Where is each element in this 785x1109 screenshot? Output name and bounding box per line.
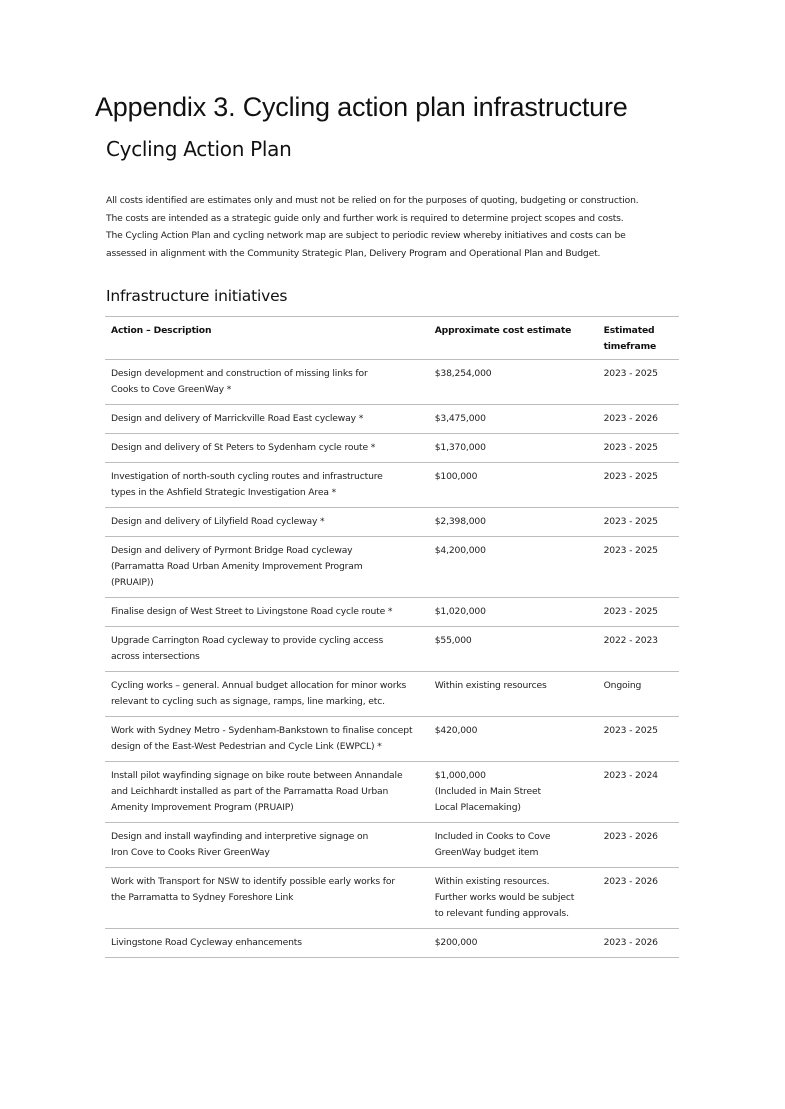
timeframe-cell: 2023 - 2025	[598, 508, 679, 537]
table-header-row	[105, 317, 679, 360]
action-cell-line: relevant to cycling such as signage, ramps, line marking, etc.	[111, 696, 385, 707]
action-cell-line: Design and delivery of Marrickville Road East cycleway *	[111, 413, 364, 424]
timeframe-cell: 2023 - 2026	[598, 929, 679, 958]
table-row	[105, 463, 679, 508]
table-row	[105, 627, 679, 672]
timeframe-cell: 2023 - 2025	[598, 463, 679, 508]
cost-cell-line: GreenWay budget item	[434, 847, 539, 858]
intro-line: All costs identified are estimates only and must not be relied on for the purposes of quoting, budgeting or construction.	[106, 195, 639, 206]
header-timeframe	[598, 317, 679, 360]
action-cell	[105, 463, 429, 508]
action-cell-line: Work with Transport for NSW to identify possible early works for	[111, 876, 395, 887]
cost-cell	[429, 672, 598, 717]
cost-cell-line: $1,000,000	[434, 770, 486, 781]
cost-cell	[429, 929, 598, 958]
action-cell-line: (Parramatta Road Urban Amenity Improvement Program	[111, 561, 363, 572]
cost-cell	[429, 868, 598, 929]
cost-cell	[429, 598, 598, 627]
timeframe-cell: Ongoing	[598, 672, 679, 717]
cost-cell	[429, 627, 598, 672]
table-row	[105, 537, 679, 598]
header-cost: Approximate cost estimate	[429, 317, 598, 360]
action-cell-line: Work with Sydney Metro - Sydenham-Bankstown to finalise concept	[111, 725, 413, 736]
action-cell-line: and Leichhardt installed as part of the Parramatta Road Urban	[111, 786, 389, 797]
table-row	[105, 434, 679, 463]
action-cell-line: Cooks to Cove GreenWay *	[111, 384, 232, 395]
table-body	[105, 360, 679, 958]
action-cell	[105, 508, 429, 537]
action-cell-line: Upgrade Carrington Road cycleway to provide cycling access	[111, 635, 384, 646]
cost-cell-line: Included in Cooks to Cove	[434, 831, 551, 842]
cost-cell	[429, 360, 598, 405]
table-row	[105, 762, 679, 823]
cost-cell	[429, 434, 598, 463]
cost-cell-line: $2,398,000	[434, 516, 486, 527]
action-cell	[105, 868, 429, 929]
table-row	[105, 598, 679, 627]
cost-cell-line: Within existing resources	[434, 680, 547, 691]
appendix-title: Appendix 3. Cycling action plan infrastructure	[95, 92, 628, 122]
action-cell-line: (PRUAIP))	[111, 577, 154, 588]
intro-disclaimer	[106, 192, 686, 262]
action-cell	[105, 434, 429, 463]
action-cell-line: Design and delivery of Lilyfield Road cycleway *	[111, 516, 325, 527]
action-cell-line: types in the Ashfield Strategic Investigation Area *	[111, 487, 337, 498]
action-cell	[105, 823, 429, 868]
timeframe-cell: 2023 - 2025	[598, 717, 679, 762]
cost-cell-line: $1,020,000	[434, 606, 486, 617]
timeframe-cell: 2023 - 2025	[598, 360, 679, 405]
action-cell-line: the Parramatta to Sydney Foreshore Link	[111, 892, 294, 903]
cost-cell-line: Within existing resources.	[434, 876, 550, 887]
cost-cell	[429, 463, 598, 508]
cost-cell	[429, 405, 598, 434]
action-cell	[105, 929, 429, 958]
timeframe-cell: 2023 - 2025	[598, 434, 679, 463]
cost-cell-line: $1,370,000	[434, 442, 486, 453]
timeframe-cell: 2023 - 2026	[598, 405, 679, 434]
action-cell-line: Design and delivery of Pyrmont Bridge Road cycleway	[111, 545, 353, 556]
action-cell	[105, 537, 429, 598]
cost-cell	[429, 823, 598, 868]
table-row	[105, 717, 679, 762]
intro-line: assessed in alignment with the Community Strategic Plan, Delivery Program and Operational Plan and Budget.	[106, 247, 601, 259]
section-title: Infrastructure initiatives	[106, 287, 288, 305]
timeframe-cell: 2023 - 2025	[598, 537, 679, 598]
action-cell-line: Design and install wayfinding and interpretive signage on	[111, 831, 369, 842]
cost-cell-line: Further works would be subject	[434, 892, 575, 903]
table-row	[105, 360, 679, 405]
cost-cell-line: $38,254,000	[434, 368, 492, 379]
action-cell-line: Livingstone Road Cycleway enhancements	[111, 937, 302, 948]
action-cell	[105, 627, 429, 672]
cost-cell-line: $4,200,000	[434, 545, 486, 556]
action-cell-line: Design and delivery of St Peters to Sydenham cycle route *	[111, 442, 376, 453]
table-row	[105, 672, 679, 717]
action-cell-line: Design development and construction of missing links for	[111, 368, 368, 379]
action-cell-line: Cycling works – general. Annual budget allocation for minor works	[111, 680, 407, 691]
table-row	[105, 929, 679, 958]
table-row	[105, 823, 679, 868]
timeframe-cell: 2023 - 2026	[598, 868, 679, 929]
action-cell	[105, 598, 429, 627]
cost-cell	[429, 762, 598, 823]
timeframe-cell: 2023 - 2025	[598, 598, 679, 627]
cost-cell-line: (Included in Main Street	[434, 786, 541, 797]
infrastructure-initiatives-table	[105, 316, 679, 958]
timeframe-cell: 2023 - 2024	[598, 762, 679, 823]
cost-cell	[429, 508, 598, 537]
action-cell	[105, 717, 429, 762]
header-action: Action – Description	[105, 317, 429, 360]
plan-title: Cycling Action Plan	[106, 137, 292, 161]
cost-cell-line: to relevant funding approvals.	[434, 908, 569, 919]
action-cell-line: Iron Cove to Cooks River GreenWay	[111, 847, 270, 858]
action-cell-line: design of the East-West Pedestrian and Cycle Link (EWPCL) *	[111, 741, 382, 752]
action-cell	[105, 672, 429, 717]
cost-cell-line: Local Placemaking)	[434, 802, 521, 813]
header-timeframe-line: timeframe	[603, 341, 657, 352]
cost-cell	[429, 717, 598, 762]
intro-line: The Cycling Action Plan and cycling network map are subject to periodic review whereby initiatives and costs can be	[106, 230, 626, 241]
action-cell	[105, 762, 429, 823]
timeframe-cell: 2023 - 2026	[598, 823, 679, 868]
cost-cell	[429, 537, 598, 598]
action-cell	[105, 405, 429, 434]
cost-cell-line: $3,475,000	[434, 413, 486, 424]
table-row	[105, 508, 679, 537]
table-row	[105, 405, 679, 434]
action-cell-line: Amenity Improvement Program (PRUAIP)	[111, 802, 294, 813]
action-cell-line: across intersections	[111, 651, 200, 662]
cost-cell-line: $55,000	[434, 635, 472, 646]
timeframe-cell: 2022 - 2023	[598, 627, 679, 672]
header-timeframe-line: Estimated	[603, 325, 655, 336]
table-row	[105, 868, 679, 929]
intro-line: The costs are intended as a strategic guide only and further work is required to determine project scopes and costs.	[106, 212, 624, 224]
action-cell-line: Finalise design of West Street to Livingstone Road cycle route *	[111, 606, 393, 617]
action-cell-line: Install pilot wayfinding signage on bike route between Annandale	[111, 770, 403, 781]
action-cell	[105, 360, 429, 405]
cost-cell-line: $420,000	[434, 725, 478, 736]
cost-cell-line: $200,000	[434, 937, 478, 948]
cost-cell-line: $100,000	[434, 471, 478, 482]
action-cell-line: Investigation of north-south cycling routes and infrastructure	[111, 471, 383, 482]
